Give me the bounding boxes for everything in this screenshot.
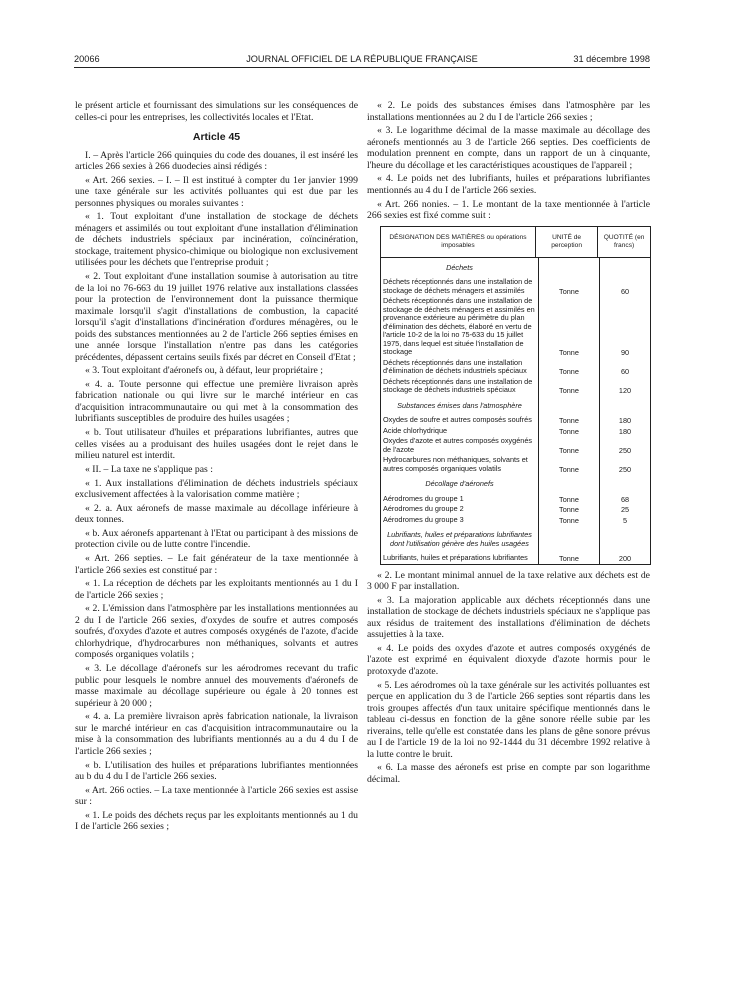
- table-section-row: [381, 525, 650, 553]
- paragraph: « 2. a. Aux aéronefs de masse maximale au décollage inférieure à deux tonnes.: [75, 502, 358, 526]
- article-title: Article 45: [192, 131, 241, 143]
- paragraph: « Art. 266 sexies. – I. – Il est institué à compter du 1er janvier 1999 une taxe générale sur les activités polluantes qui est due par les personnes physiques ou morales suivantes :: [75, 174, 358, 209]
- row-label: Oxydes de soufre et autres composés soufrés: [381, 415, 539, 426]
- header-unit: UNITÉ de perception: [536, 227, 598, 257]
- row-unit: Tonne: [539, 426, 600, 437]
- row-value: 25: [620, 505, 630, 515]
- unit-cell: [539, 258, 600, 278]
- table-section-row: [381, 474, 650, 494]
- table-row: [381, 455, 650, 474]
- row-value: 200: [618, 554, 632, 564]
- unit-cell: [539, 396, 600, 416]
- paragraph: « 2. Le poids des substances émises dans l'atmosphère par les installations mentionnées au 2 du I de l'article 266 sexies ;: [367, 100, 650, 123]
- row-unit: Tonne: [539, 504, 600, 515]
- row-label: Lubrifiants, huiles et préparations lubrifiantes: [381, 553, 539, 564]
- row-unit: Tonne: [539, 277, 600, 296]
- row-label: Aérodromes du groupe 3: [381, 515, 539, 526]
- row-unit: Tonne: [539, 455, 600, 474]
- row-unit: Tonne: [539, 515, 600, 526]
- table-row: [381, 415, 650, 426]
- row-value: 250: [618, 445, 632, 455]
- paragraph: I. – Après l'article 266 quinquies du code des douanes, il est inséré les articles 266 sexies à 266 duodecies ainsi rédigés :: [75, 149, 358, 172]
- row-label: Hydrocarbures non méthaniques, solvants et autres composés organiques volatils: [381, 455, 539, 474]
- paragraph: « 1. Aux installations d'élimination de déchets industriels spéciaux exclusivement affectées à la valorisation comme matière ;: [75, 477, 358, 500]
- table-row: [381, 436, 650, 455]
- row-value: 60: [620, 286, 630, 296]
- paragraph: « 3. Le logarithme décimal de la masse maximale au décollage des aéronefs mentionnés au 3 de l'article 266 septies. Des coefficients de modulation prennent en compte, dans un rapport de un à cinquante, l'heure du décollage et les caractéristiques acoustiques de l'appareil ;: [367, 125, 650, 171]
- right-paragraphs-bottom: [367, 570, 650, 786]
- row-unit: Tonne: [539, 553, 600, 564]
- unit-cell: [539, 474, 600, 494]
- table-row: [381, 515, 650, 526]
- row-unit: Tonne: [539, 296, 600, 358]
- quota-cell: [600, 525, 650, 553]
- table-row: [381, 553, 650, 564]
- row-label: Déchets réceptionnés dans une installation d'élimination de déchets industriels spéciaux: [381, 358, 539, 377]
- right-column: [367, 100, 650, 788]
- page-header: [74, 54, 650, 68]
- row-value: 90: [620, 348, 630, 358]
- row-value: 5: [622, 515, 628, 525]
- left-column: [75, 100, 358, 835]
- table-row: [381, 358, 650, 377]
- quota-cell: [600, 474, 650, 494]
- row-value: 60: [620, 367, 630, 377]
- table-body: [381, 258, 650, 564]
- paragraph: « 2. Tout exploitant d'une installation soumise à autorisation au titre de la loi no 76-663 du 19 juillet 1976 relative aux installations classées pour la protection de l'environnement dont la puissance thermique maximale lorsqu'il s'agit d'installations de combustion, la capacité lorsqu'il s'agit d'installations d'incinération d'ordures ménagères, ou le poids des substances mentionnées au 2 de l'article 266 septies émises en une année lorsque l'installation n'entre pas dans les catégories précédentes, dépassent certains seuils fixés par décret en Conseil d'Etat ;: [75, 271, 358, 363]
- row-unit: Tonne: [539, 358, 600, 377]
- paragraph: « 1. Tout exploitant d'une installation de stockage de déchets ménagers et assimilés ou tout exploitant d'une installation d'élimination de déchets industriels spéciaux par incinération, coïncinération, stockage, traitement physico-chimique ou biologique non exclusivement utilisées pour les déchets que l'entreprise produit ;: [75, 211, 358, 269]
- page-number: 20066: [74, 54, 100, 64]
- section-title: Substances émises dans l'atmosphère: [381, 396, 539, 416]
- paragraph: « Art. 266 septies. – Le fait générateur de la taxe mentionnée à l'article 266 sexies est constitué par :: [75, 553, 358, 576]
- table-row: [381, 296, 650, 358]
- paragraph: « Art. 266 nonies. – 1. Le montant de la taxe mentionnée à l'article 266 sexies est fixé comme suit :: [367, 198, 650, 222]
- row-unit: Tonne: [539, 415, 600, 426]
- row-value: 250: [618, 464, 632, 474]
- paragraph: « 6. La masse des aéronefs est prise en compte par son logarithme décimal.: [367, 762, 650, 785]
- section-title: Déchets: [381, 258, 539, 278]
- row-label: Aérodromes du groupe 2: [381, 504, 539, 515]
- paragraph: « 3. Le décollage d'aéronefs sur les aérodromes recevant du trafic public pour lesquels le nombre annuel des mouvements d'aéronefs de masse maximale au décollage supérieure ou égale à 20 tonnes est supérieur à 20 000 ;: [75, 663, 358, 709]
- header-quota: QUOTITÉ (en francs): [603, 233, 645, 249]
- unit-cell: [539, 525, 600, 553]
- row-value: 180: [618, 416, 632, 426]
- paragraph: « 3. La majoration applicable aux déchets réceptionnés dans une installation de stockage de déchets industriels spéciaux ne s'applique pas aux résidus de traitement des installations d'élimination de déchets assujetties à la taxe.: [367, 594, 650, 641]
- paragraph: « 4. Le poids des oxydes d'azote et autres composés oxygénés de l'azote est exprimé en équivalent dioxyde d'azote hormis pour le protoxyde d'azote.: [367, 642, 650, 677]
- paragraph: « 1. Le poids des déchets reçus par les exploitants mentionnés au 1 du I de l'article 266 sexies ;: [75, 809, 358, 833]
- paragraph: « b. Tout utilisateur d'huiles et préparations lubrifiantes, autres que celles visées au a produisant des huiles usagées dont le rejet dans le milieu naturel est interdit.: [75, 427, 358, 462]
- table-row: [381, 377, 650, 396]
- intro-paragraph: le présent article et fournissant des simulations sur les conséquences de celles-ci pour les entreprises, les collectivités locales et l'Etat.: [75, 100, 358, 123]
- table-row: [381, 277, 650, 296]
- quota-cell: [600, 396, 650, 416]
- row-unit: Tonne: [539, 494, 600, 505]
- issue-date: 31 décembre 1998: [573, 54, 650, 64]
- header-designation: DÉSIGNATION DES MATIÈRES ou opérations imposables: [381, 227, 536, 257]
- row-label: Aérodromes du groupe 1: [381, 494, 539, 505]
- row-value: 68: [620, 494, 630, 504]
- paragraph: « 5. Les aérodromes où la taxe générale sur les activités polluantes est perçue en application du 3 de l'article 266 septies sont répartis dans les trois groupes affectés d'un taux unitaire spécifique mentionnés dans le tableau ci-dessus en fonction de la gêne sonore réelle subie par les riverains, telle qu'elle est constatée dans les plans de gêne sonore prévus au I de l'article 19 de la loi no 92-1444 du 31 décembre 1992 relative à la lutte contre le bruit.: [367, 679, 650, 760]
- paragraph: « 2. L'émission dans l'atmosphère par les installations mentionnées au 2 du I de l'article 266 sexies, d'oxydes de soufre et autres composés soufrés, d'oxydes d'azote et autres composés oxygénés de l'azote, d'acide chlorhydrique, d'hydrocarbures non méthaniques, solvants et autres composés organiques volatils ;: [75, 603, 358, 661]
- row-unit: Tonne: [539, 377, 600, 396]
- table-row: [381, 494, 650, 505]
- right-paragraphs-top: [367, 100, 650, 222]
- table-header: [381, 227, 650, 258]
- row-label: Oxydes d'azote et autres composés oxygénés de l'azote: [381, 436, 539, 455]
- table-section-row: [381, 258, 650, 278]
- paragraph: « 1. La réception de déchets par les exploitants mentionnés au 1 du I de l'article 266 sexies ;: [75, 578, 358, 601]
- row-label: Déchets réceptionnés dans une installation de stockage de déchets industriels spéciaux: [381, 377, 539, 396]
- left-paragraphs: [75, 150, 358, 833]
- paragraph: « 4. a. Toute personne qui effectue une première livraison après fabrication nationale ou qui livre sur le marché intérieur en cas d'acquisition intracommunautaire ou qui met à la consommation des lubrifiants susceptibles de produire des huiles usagées ;: [75, 378, 358, 425]
- table-row: [381, 504, 650, 515]
- row-unit: Tonne: [539, 436, 600, 455]
- row-label: Déchets réceptionnés dans une installation de stockage de déchets ménagers et assimilés en provenance extérieure au périmètre du plan d'élimination des déchets, élaboré en vertu de l'article 10-2 de la loi no 75-633 du 15 juillet 1975, dans lequel est située l'installation de stockage: [381, 296, 539, 358]
- paragraph: « 4. Le poids net des lubrifiants, huiles et préparations lubrifiantes mentionnés au 4 du I de l'article 266 sexies.: [367, 173, 650, 196]
- section-title: Lubrifiants, huiles et préparations lubrifiantes dont l'utilisation génère des huiles usagées: [381, 525, 539, 553]
- row-value: 180: [618, 426, 632, 436]
- journal-title: JOURNAL OFFICIEL DE LA RÉPUBLIQUE FRANÇAISE: [246, 54, 478, 64]
- row-label: Déchets réceptionnés dans une installation de stockage de déchets ménagers et assimilés: [381, 277, 539, 296]
- quota-cell: [600, 258, 650, 278]
- paragraph: « 2. Le montant minimal annuel de la taxe relative aux déchets est de 3 000 F par installation.: [367, 569, 650, 593]
- header-rule: [74, 67, 650, 68]
- paragraph: « II. – La taxe ne s'applique pas :: [85, 463, 213, 475]
- table-section-row: [381, 396, 650, 416]
- row-label: Acide chlorhydrique: [381, 426, 539, 437]
- table-row: [381, 426, 650, 437]
- paragraph: « 3. Tout exploitant d'aéronefs ou, à défaut, leur propriétaire ;: [85, 365, 323, 377]
- paragraph: « Art. 266 octies. – La taxe mentionnée à l'article 266 sexies est assise sur :: [75, 784, 358, 808]
- tax-rate-table: [380, 226, 651, 565]
- section-title: Décollage d'aéronefs: [381, 474, 539, 494]
- row-value: 120: [618, 386, 632, 396]
- paragraph: « b. Aux aéronefs appartenant à l'Etat ou participant à des missions de protection civile ou de lutte contre l'incendie.: [75, 527, 358, 551]
- paragraph: « b. L'utilisation des huiles et préparations lubrifiantes mentionnées au b du 4 du I de l'article 266 sexies.: [75, 759, 358, 782]
- paragraph: « 4. a. La première livraison après fabrication nationale, la livraison sur le marché intérieur en cas d'acquisition intracommunautaire ou la mise à la consommation des lubrifiants mentionnés au a du 4 du I de l'article 266 sexies ;: [75, 711, 358, 757]
